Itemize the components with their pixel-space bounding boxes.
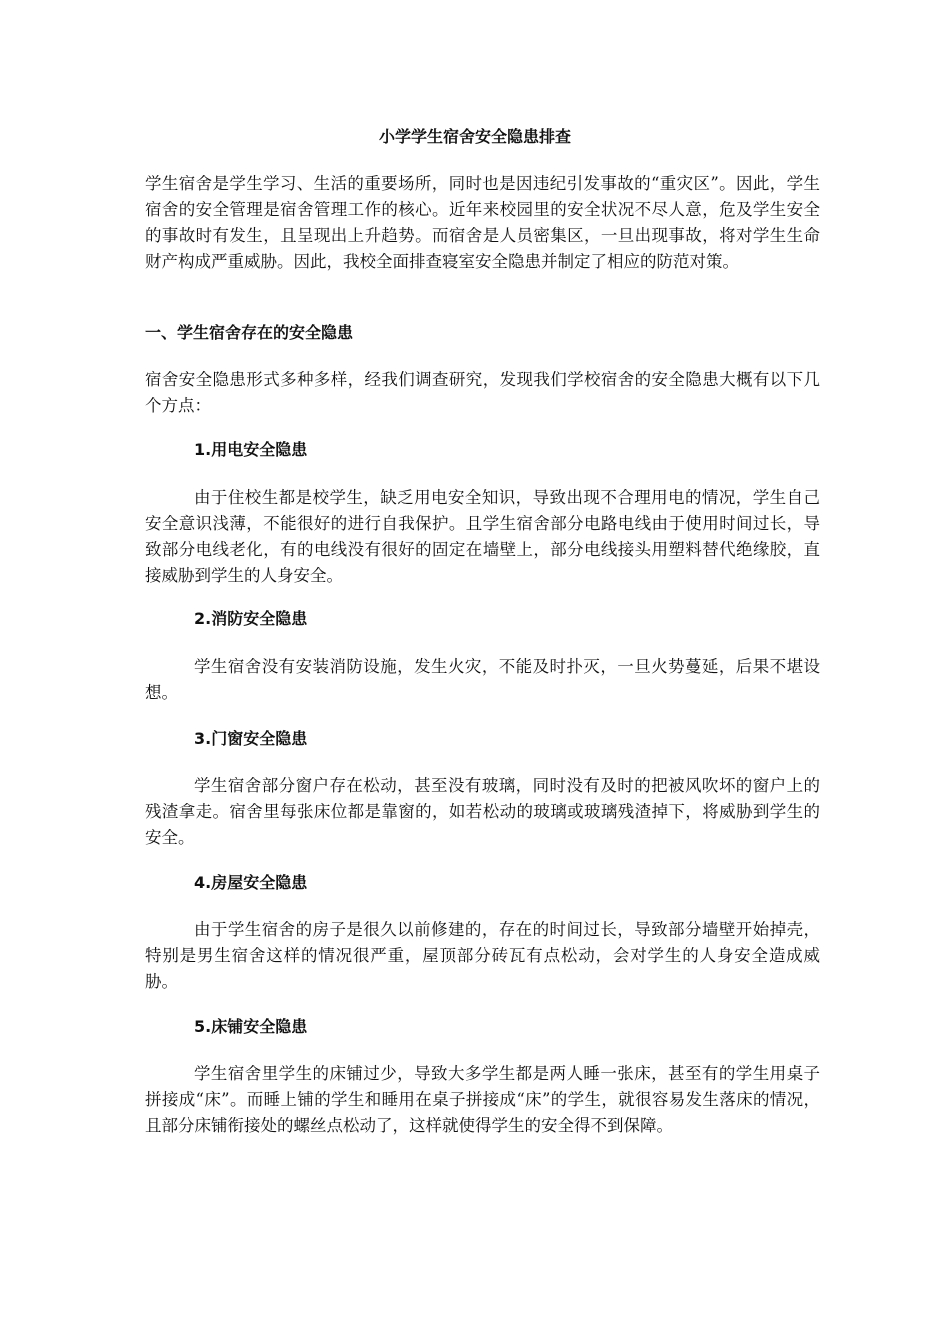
section-heading: 一、学生宿舍存在的安全隐患 xyxy=(145,323,354,342)
item-body-fire: 学生宿舍没有安装消防设施，发生火灾，不能及时扑灭，一旦火势蔓延，后果不堪设想。 xyxy=(145,657,820,702)
item-body-building: 由于学生宿舍的房子是很久以前修建的，存在的时间过长，导致部分墙壁开始掉壳，特别是男生宿舍这样的情况很严重，屋顶部分砖瓦有点松动，会对学生的人身安全造成威胁。 xyxy=(145,920,820,991)
section-intro-paragraph: 宿舍安全隐患形式多种多样，经我们调查研究，发现我们学校宿舍的安全隐患大概有以下几个方点： xyxy=(145,370,820,415)
item-heading-bed: 5.床铺安全隐患 xyxy=(194,1017,308,1036)
item-body-electric: 由于住校生都是校学生，缺乏用电安全知识，导致出现不合理用电的情况，学生自己安全意识浅薄，不能很好的进行自我保护。且学生宿舍部分电路电线由于使用时间过长，导致部分电线老化，有的电线没有很好的固定在墙壁上，部分电线接头用塑料替代绝缘胶，直接威胁到学生的人身安全。 xyxy=(145,488,820,585)
item-body-window: 学生宿舍部分窗户存在松动，甚至没有玻璃，同时没有及时的把被风吹坏的窗户上的残渣拿走。宿舍里每张床位都是靠窗的，如若松动的玻璃或玻璃残渣掉下，将威胁到学生的安全。 xyxy=(145,776,820,847)
intro-paragraph: 学生宿舍是学生学习、生活的重要场所，同时也是因违纪引发事故的“重灾区”。因此，学生宿舍的安全管理是宿舍管理工作的核心。近年来校园里的安全状况不尽人意，危及学生安全的事故时有发生，且呈现出上升趋势。而宿舍是人员密集区，一旦出现事故，将对学生生命财产构成严重威胁。因此，我校全面排查寝室安全隐患并制定了相应的防范对策。 xyxy=(145,174,820,271)
item-heading-window: 3.门窗安全隐患 xyxy=(194,729,308,748)
item-heading-fire: 2.消防安全隐患 xyxy=(194,609,308,628)
item-heading-electric: 1.用电安全隐患 xyxy=(194,440,308,459)
document-title: 小学学生宿舍安全隐患排查 xyxy=(378,127,571,146)
item-body-bed: 学生宿舍里学生的床铺过少，导致大多学生都是两人睡一张床，甚至有的学生用桌子拼接成“床”。而睡上铺的学生和睡用在桌子拼接成“床”的学生，就很容易发生落床的情况，且部分床铺衔接处的螺丝点松动了，这样就使得学生的安全得不到保障。 xyxy=(145,1064,820,1135)
item-heading-building: 4.房屋安全隐患 xyxy=(194,873,308,892)
